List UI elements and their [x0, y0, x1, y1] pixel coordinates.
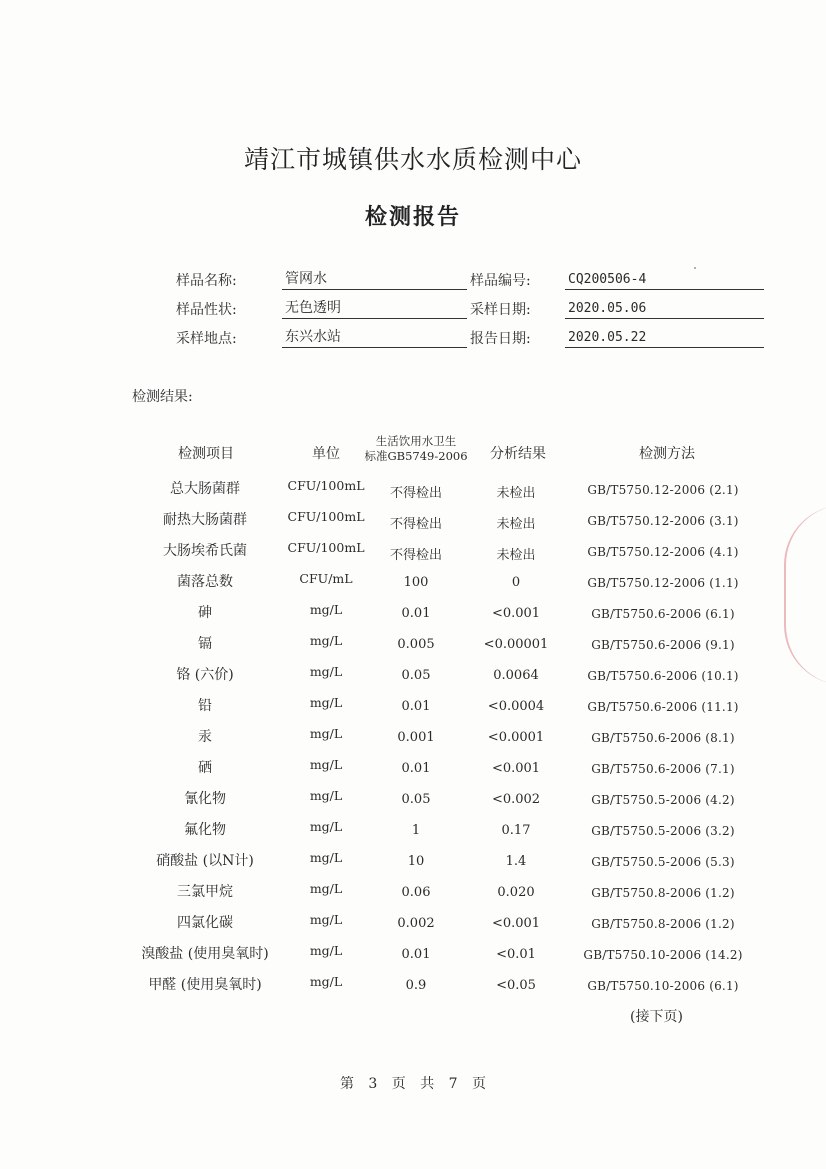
scan-speck [694, 267, 696, 269]
table-row [0, 912, 826, 943]
row-item: 硒 [198, 760, 212, 776]
row-result: <0.001 [491, 606, 541, 621]
sample-number-label: 样品编号: [470, 273, 531, 289]
row-method: GB/T5750.12-2006 (4.1) [587, 545, 739, 559]
row-unit: CFU/100mL [287, 478, 365, 493]
row-item: 汞 [198, 729, 212, 745]
row-standard: 1 [411, 823, 421, 838]
row-result: 1.4 [505, 854, 527, 869]
table-row [0, 881, 826, 912]
table-row [0, 509, 826, 540]
sampling-location-value: 东兴水站 [282, 328, 467, 348]
row-standard: 不得检出 [389, 486, 442, 501]
row-result: 0 [511, 575, 521, 590]
report-title: 检测报告 [364, 204, 461, 230]
table-row [0, 943, 826, 974]
row-method: GB/T5750.5-2006 (5.3) [591, 855, 735, 869]
footer-total-prefix: 共 [420, 1076, 435, 1092]
footer-prefix: 第 [339, 1076, 354, 1092]
row-standard: 0.001 [397, 730, 435, 745]
row-unit: mg/L [309, 726, 343, 741]
row-unit: mg/L [309, 974, 343, 989]
header-standard-line1: 生活饮用水卫生 [375, 434, 457, 448]
row-result: <0.0001 [487, 730, 545, 745]
row-method: GB/T5750.6-2006 (6.1) [591, 607, 735, 621]
table-row [0, 974, 826, 1005]
row-item: 铬 (六价) [176, 667, 234, 683]
row-standard: 0.06 [401, 885, 431, 900]
sampling-date-label: 采样日期: [470, 302, 531, 318]
row-result: <0.002 [491, 792, 541, 807]
row-standard: 0.9 [405, 978, 427, 993]
row-method: GB/T5750.12-2006 (2.1) [587, 483, 739, 497]
row-result: 未检出 [496, 517, 536, 532]
row-method: GB/T5750.12-2006 (1.1) [587, 576, 739, 590]
row-standard: 0.05 [401, 792, 431, 807]
row-result: 0.17 [501, 823, 531, 838]
row-method: GB/T5750.10-2006 (14.2) [583, 948, 743, 962]
table-row [0, 757, 826, 788]
table-row [0, 819, 826, 850]
row-item: 氰化物 [184, 791, 226, 807]
row-method: GB/T5750.12-2006 (3.1) [587, 514, 739, 528]
footer-middle: 页 [391, 1076, 406, 1092]
row-unit: mg/L [309, 633, 343, 648]
row-item: 砷 [198, 605, 212, 621]
page-footer [0, 1073, 826, 1093]
row-standard: 10 [407, 854, 425, 869]
continued-note: (接下页) [630, 1009, 683, 1025]
row-item: 耐热大肠菌群 [163, 512, 247, 528]
table-row [0, 633, 826, 664]
row-method: GB/T5750.6-2006 (7.1) [591, 762, 735, 776]
sample-number-value: CQ200506-4 [565, 270, 764, 290]
row-standard: 100 [403, 575, 429, 590]
row-item: 三氯甲烷 [177, 884, 233, 900]
row-unit: mg/L [309, 664, 343, 679]
table-row [0, 478, 826, 509]
sample-name-label: 样品名称: [176, 273, 237, 289]
results-label: 检测结果: [132, 389, 193, 405]
row-unit: mg/L [309, 850, 343, 865]
row-result: 0.0064 [493, 668, 539, 683]
row-standard: 0.002 [397, 916, 435, 931]
row-method: GB/T5750.6-2006 (8.1) [591, 731, 735, 745]
row-standard: 0.05 [401, 668, 431, 683]
row-result: 未检出 [496, 486, 536, 501]
sampling-date-value: 2020.05.06 [565, 299, 764, 319]
table-row [0, 571, 826, 602]
row-unit: mg/L [309, 695, 343, 710]
table-row [0, 602, 826, 633]
table-row [0, 664, 826, 695]
row-method: GB/T5750.5-2006 (3.2) [591, 824, 735, 838]
row-result: <0.0004 [487, 699, 545, 714]
sample-property-label: 样品性状: [176, 302, 237, 318]
row-result: 未检出 [496, 548, 536, 563]
row-method: GB/T5750.5-2006 (4.2) [591, 793, 735, 807]
row-unit: mg/L [309, 788, 343, 803]
row-method: GB/T5750.6-2006 (9.1) [591, 638, 735, 652]
row-unit: mg/L [309, 602, 343, 617]
row-standard: 0.005 [397, 637, 435, 652]
row-unit: CFU/mL [299, 571, 353, 586]
table-row [0, 695, 826, 726]
row-item: 铅 [198, 698, 212, 714]
organization-title: 靖江市城镇供水水质检测中心 [243, 145, 582, 174]
row-item: 甲醛 (使用臭氧时) [148, 977, 262, 993]
report-date-value: 2020.05.22 [565, 328, 764, 348]
row-standard: 0.01 [401, 761, 431, 776]
row-unit: mg/L [309, 819, 343, 834]
row-unit: mg/L [309, 912, 343, 927]
row-result: <0.01 [496, 947, 536, 962]
table-row [0, 726, 826, 757]
footer-total-pages: 7 [448, 1076, 458, 1092]
row-result: <0.001 [491, 916, 541, 931]
row-result: <0.05 [496, 978, 536, 993]
row-item: 硝酸盐 (以N计) [156, 853, 254, 869]
row-item: 溴酸盐 (使用臭氧时) [141, 946, 269, 962]
row-standard: 不得检出 [389, 548, 442, 563]
header-method: 检测方法 [639, 446, 695, 462]
footer-page-number: 3 [368, 1076, 378, 1092]
row-standard: 0.01 [401, 699, 431, 714]
row-unit: mg/L [309, 881, 343, 896]
row-method: GB/T5750.10-2006 (6.1) [587, 979, 739, 993]
table-row [0, 540, 826, 571]
row-method: GB/T5750.8-2006 (1.2) [591, 917, 735, 931]
row-item: 氟化物 [184, 822, 226, 838]
row-method: GB/T5750.6-2006 (10.1) [587, 669, 739, 683]
row-standard: 不得检出 [389, 517, 442, 532]
header-item: 检测项目 [178, 446, 234, 462]
row-result: 0.020 [497, 885, 535, 900]
row-unit: CFU/100mL [287, 509, 365, 524]
row-result: <0.001 [491, 761, 541, 776]
report-date-label: 报告日期: [470, 331, 531, 347]
header-unit: 单位 [312, 446, 340, 462]
header-result: 分析结果 [490, 446, 546, 462]
sample-name-value: 管网水 [282, 270, 467, 290]
row-item: 菌落总数 [177, 574, 233, 590]
footer-suffix: 页 [472, 1076, 487, 1092]
table-row [0, 850, 826, 881]
row-standard: 0.01 [401, 947, 431, 962]
row-unit: mg/L [309, 757, 343, 772]
row-item: 总大肠菌群 [170, 481, 240, 497]
row-result: <0.00001 [483, 637, 549, 652]
row-method: GB/T5750.8-2006 (1.2) [591, 886, 735, 900]
row-unit: CFU/100mL [287, 540, 365, 555]
table-row [0, 788, 826, 819]
row-item: 镉 [198, 636, 212, 652]
header-standard-line2: 标准GB5749-2006 [364, 449, 468, 463]
row-method: GB/T5750.6-2006 (11.1) [587, 700, 739, 714]
header-standard [362, 434, 470, 464]
row-item: 大肠埃希氏菌 [163, 543, 247, 559]
row-standard: 0.01 [401, 606, 431, 621]
sample-property-value: 无色透明 [282, 299, 467, 319]
row-unit: mg/L [309, 943, 343, 958]
row-item: 四氯化碳 [177, 915, 233, 931]
sampling-location-label: 采样地点: [176, 331, 237, 347]
